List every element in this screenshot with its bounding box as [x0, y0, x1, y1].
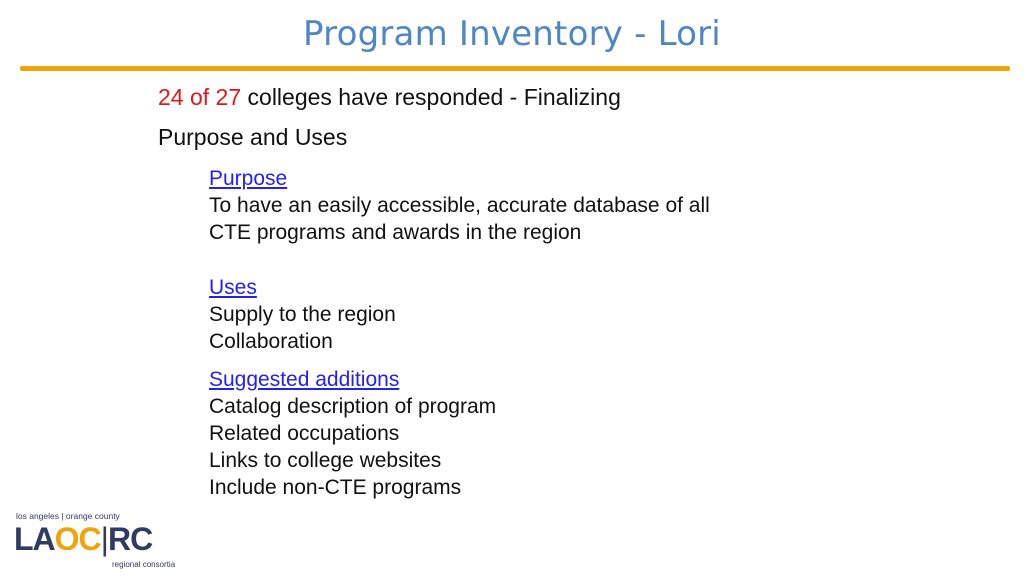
- title-divider: [20, 66, 1010, 71]
- response-status: [158, 84, 621, 111]
- response-status-text: colleges have responded - Finalizing: [241, 84, 621, 110]
- section-heading: Purpose and Uses: [158, 124, 348, 150]
- purpose-block: [209, 165, 710, 246]
- purpose-line: CTE programs and awards in the region: [209, 221, 582, 244]
- slide-title: Program Inventory - Lori: [303, 14, 721, 54]
- logo-mark: [14, 521, 152, 558]
- logo-divider: |: [100, 521, 108, 557]
- uses-block: [209, 274, 396, 355]
- uses-item: Collaboration: [209, 330, 333, 353]
- logo-region-text: los angeles | orange county: [16, 511, 120, 521]
- logo-consortia-text: regional consortia: [112, 560, 176, 569]
- logo-rc: RC: [107, 521, 153, 557]
- uses-item: Supply to the region: [209, 303, 396, 326]
- purpose-line: To have an easily accessible, accurate database of all: [209, 194, 710, 217]
- laocrc-logo: [14, 511, 174, 571]
- suggested-item: Catalog description of program: [209, 395, 497, 418]
- suggested-item: Related occupations: [209, 422, 400, 445]
- suggested-item: Include non-CTE programs: [209, 476, 462, 499]
- response-count: 24 of 27: [158, 84, 242, 110]
- uses-link[interactable]: Uses: [209, 276, 257, 299]
- logo-la: LA: [14, 521, 55, 557]
- suggested-block: [209, 366, 496, 501]
- suggested-additions-link[interactable]: Suggested additions: [209, 368, 400, 391]
- suggested-item: Links to college websites: [209, 449, 442, 472]
- logo-oc: OC: [54, 521, 101, 557]
- purpose-link[interactable]: Purpose: [209, 167, 288, 190]
